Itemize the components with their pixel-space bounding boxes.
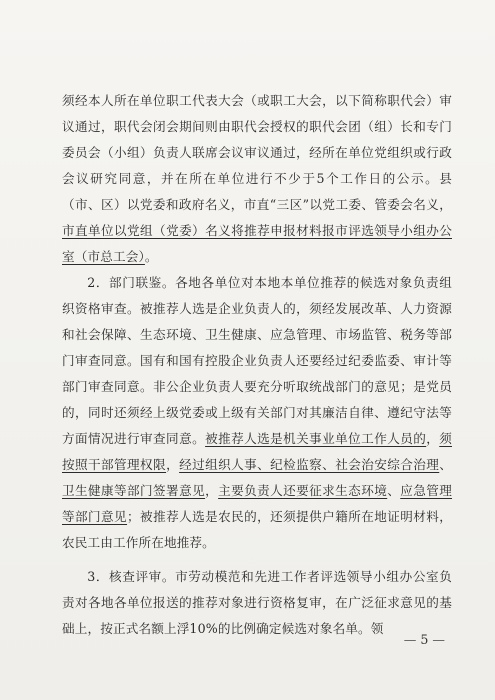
underlined-segment: 被推荐人选是机关事业单位工作人员的 — [205, 431, 427, 446]
underlined-segment: 经过组织人事、纪检监察、社会治安综合治理 — [179, 457, 440, 472]
text-segment: ， — [426, 431, 440, 446]
text-segment: 2．部门联鉴。各地各单位对本地本单位推荐的候选对象负责组织资格审查。被推荐人选是企业负责人的，须经发展改革、人力资源和社会保障、生态环境、卫生健康、应急管理、市场监管、税务等部门审查同意。国有和国有控股企业负责人还要经过纪委监委、审计等部门审查同意。非公企业负责人要充分听取统战部门的意见；是党员的，同时还须经上级党委或上级有关部门对其廉洁自律、遵纪守法等方面情况进行审查同意。 — [62, 275, 452, 446]
underlined-segment: 卫生健康等部门签署意见 — [62, 483, 206, 498]
footer-dash-right: — — [428, 632, 445, 647]
text-segment: 、 — [387, 483, 401, 498]
document-body — [62, 88, 452, 642]
text-segment: 。 — [144, 249, 158, 264]
text-segment: 3．核查评审。市劳动模范和先进工作者评选领导小组办公室负责对各地各单位报送的推荐对象进行资格复审，在广泛征求意见的基础上，按正式名额上浮10%的比例确定候选对象名单。领 — [62, 569, 452, 636]
underlined-segment: 市直单位以党组（党委）名义将推荐申报材料报市评选领导小组办公室（市总工会） — [62, 223, 452, 264]
paragraph-3 — [62, 564, 452, 642]
underlined-segment: 须按照干部管理权限 — [62, 431, 452, 472]
underlined-segment: 主要负责人还要征求生态环境 — [218, 483, 388, 498]
footer-dash-left: — — [403, 632, 421, 647]
page-footer — [0, 632, 495, 647]
paragraph-1 — [62, 88, 452, 270]
page-number: 5 — [420, 632, 429, 647]
text-segment: 须经本人所在单位职工代表大会（或职工大会，以下简称职代会）审议通过，职代会闭会期间则由职代会授权的职代会团（组）长和专门委员会（小组）负责人联席会议审议通过，经所在单位党组织或行政会议研究同意，并在所在单位进行不少于5个工作日的公示。县（市、区）以党委和政府名义，市直“三区”以党工委、管委会名义， — [62, 93, 452, 212]
text-segment: ；被推荐人选是农民的，还须提供户籍所在地证明材料，农民工由工作所在地推荐。 — [62, 509, 453, 550]
underlined-segment: 应急管理等部门意见 — [62, 483, 453, 524]
text-segment: 、 — [439, 457, 453, 472]
text-segment: ， — [166, 457, 180, 472]
paragraph-2 — [62, 270, 452, 556]
text-segment: ， — [205, 483, 219, 498]
